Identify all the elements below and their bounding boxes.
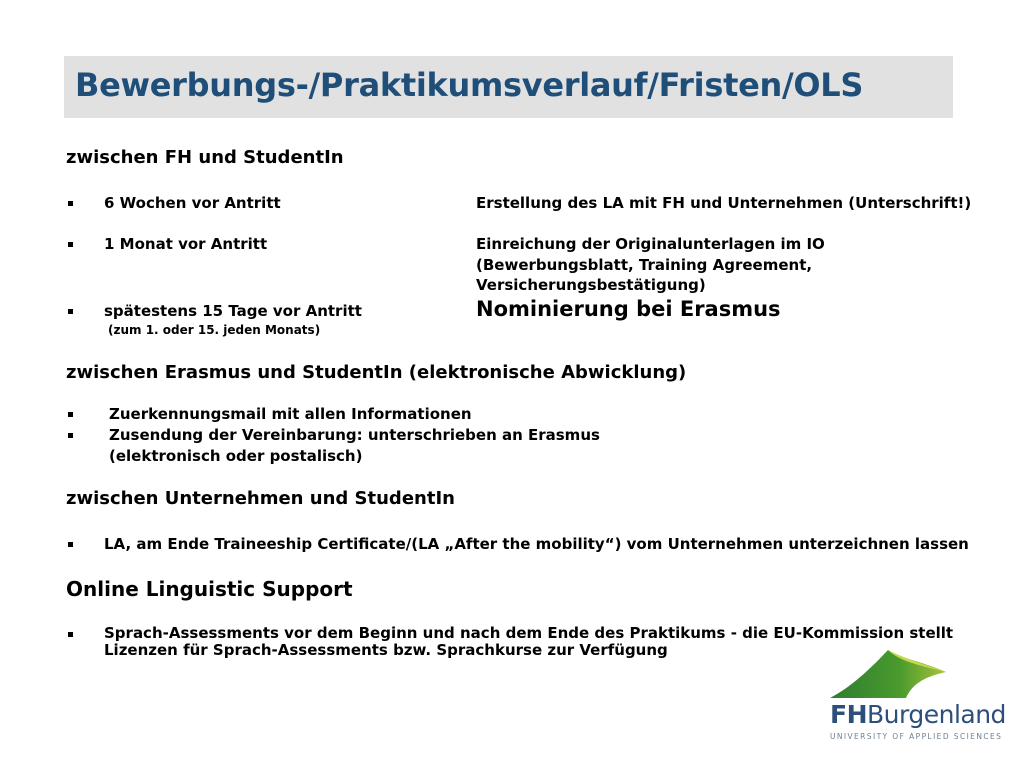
company-item-la: LA, am Ende Traineeship Certificate/(LA „After the mobility“) vom Unternehmen unterzeichnen lassen bbox=[104, 535, 969, 553]
erasmus-item-agreement: Zusendung der Vereinbarung: unterschrieben an Erasmus bbox=[109, 426, 600, 444]
fh-burgenland-logo bbox=[828, 648, 1006, 748]
task-la-creation: Erstellung des LA mit FH und Unternehmen (Unterschrift!) bbox=[476, 194, 972, 212]
bullet-icon bbox=[68, 309, 73, 314]
title-bar bbox=[64, 56, 953, 118]
task-submit-documents-line2: (Bewerbungsblatt, Training Agreement, bbox=[476, 256, 813, 274]
bullet-icon bbox=[68, 632, 73, 637]
section-heading-company-student: zwischen Unternehmen und StudentIn bbox=[66, 488, 455, 509]
task-submit-documents: Einreichung der Originalunterlagen im IO bbox=[476, 235, 825, 253]
ols-item-line1: Sprach-Assessments vor dem Beginn und nach dem Ende des Praktikums - die EU-Kommission stellt bbox=[104, 624, 954, 642]
deadline-15-days: spätestens 15 Tage vor Antritt bbox=[104, 302, 362, 320]
section-heading-fh-student: zwischen FH und StudentIn bbox=[66, 147, 344, 168]
task-submit-documents-line3: Versicherungsbestätigung) bbox=[476, 276, 706, 294]
task-nomination: Nominierung bei Erasmus bbox=[476, 297, 781, 321]
bullet-icon bbox=[68, 542, 73, 547]
deadline-6-weeks: 6 Wochen vor Antritt bbox=[104, 194, 281, 212]
section-heading-ols: Online Linguistic Support bbox=[66, 577, 353, 601]
bullet-icon bbox=[68, 242, 73, 247]
ols-item-line2: Lizenzen für Sprach-Assessments bzw. Sprachkurse zur Verfügung bbox=[104, 641, 668, 659]
erasmus-item-mail: Zuerkennungsmail mit allen Informationen bbox=[109, 405, 472, 423]
page-title: Bewerbungs-/Praktikumsverlauf/Fristen/OLS bbox=[75, 66, 864, 104]
bullet-icon bbox=[68, 412, 73, 417]
logo-wordmark: FHBurgenland bbox=[830, 700, 1006, 729]
erasmus-item-continuation: (elektronisch oder postalisch) bbox=[109, 447, 363, 465]
bullet-icon bbox=[68, 433, 73, 438]
deadline-15-days-note: (zum 1. oder 15. jeden Monats) bbox=[108, 323, 321, 337]
deadline-1-month: 1 Monat vor Antritt bbox=[104, 235, 268, 253]
bullet-icon bbox=[68, 201, 73, 206]
section-heading-erasmus-student: zwischen Erasmus und StudentIn (elektronische Abwicklung) bbox=[66, 362, 687, 383]
logo-wave-icon bbox=[828, 648, 948, 700]
logo-tagline: UNIVERSITY OF APPLIED SCIENCES bbox=[830, 732, 1003, 741]
